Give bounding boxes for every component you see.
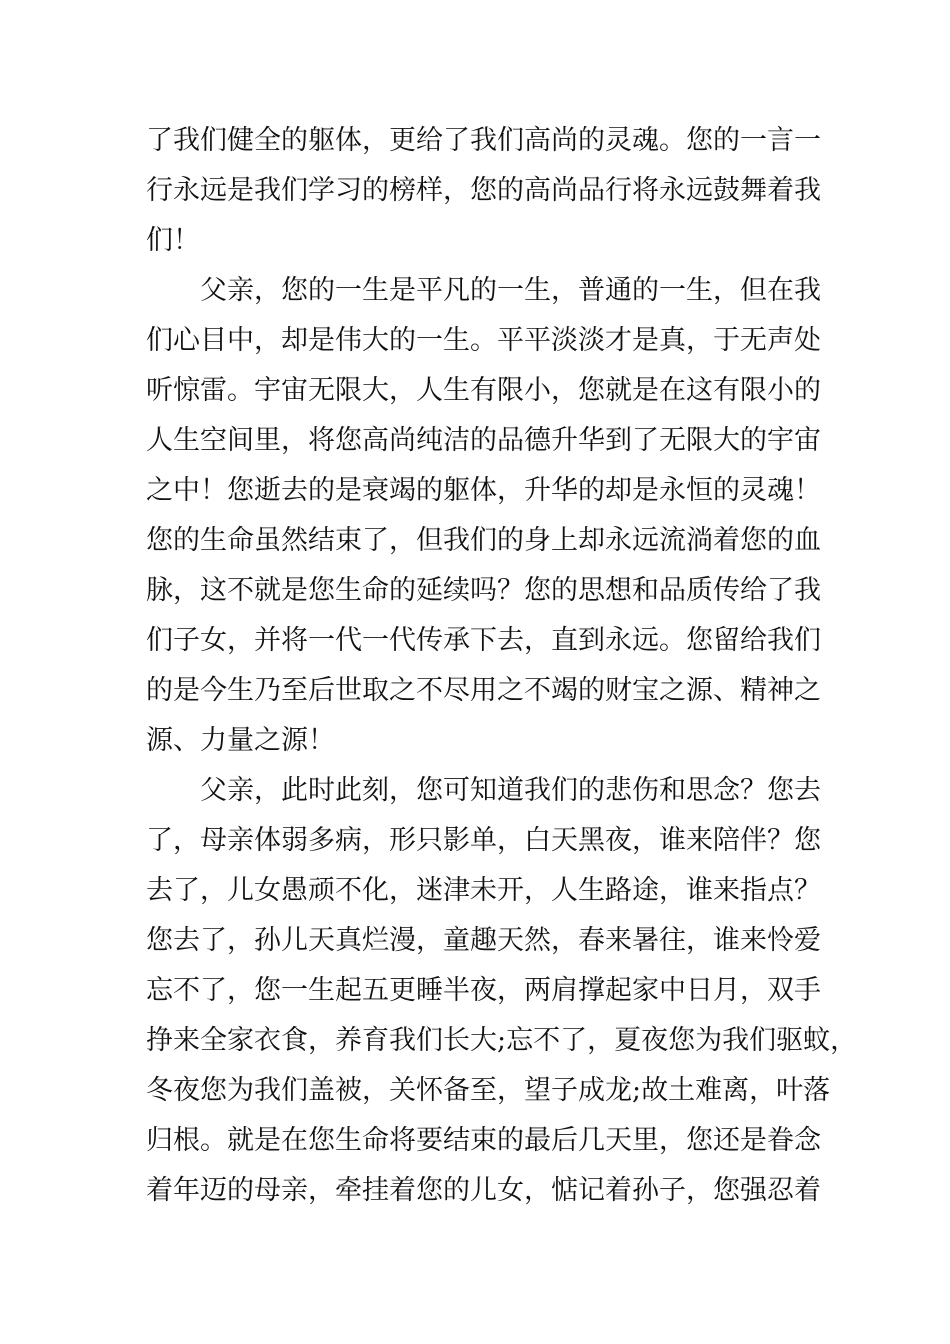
text-line: 的是今生乃至后世取之不尽用之不竭的财宝之源、精神之	[146, 675, 821, 706]
text-line: 行永远是我们学习的榜样，您的高尚品行将永远鼓舞着我	[146, 175, 821, 206]
text-line: 忘不了，您一生起五更睡半夜，两肩撑起家中日月，双手	[146, 975, 821, 1006]
text-line: 挣来全家衣食，养育我们长大;忘不了，夏夜您为我们驱蚊，	[146, 1025, 858, 1056]
body-text	[146, 116, 858, 1216]
text-line: 源、力量之源！	[146, 725, 335, 756]
text-line: 您去了，孙儿天真烂漫，童趣天然，春来暑往，谁来怜爱	[146, 925, 821, 956]
text-line: 们！	[146, 225, 200, 256]
text-line: 归根。就是在您生命将要结束的最后几天里，您还是眷念	[146, 1125, 821, 1156]
text-line: 了，母亲体弱多病，形只影单，白天黑夜，谁来陪伴？您	[146, 825, 821, 856]
paragraph-start-line: 父亲，此时此刻，您可知道我们的悲伤和思念？您去	[200, 775, 821, 806]
text-line: 着年迈的母亲，牵挂着您的儿女，惦记着孙子，您强忍着	[146, 1175, 821, 1206]
text-line: 们子女，并将一代一代传承下去，直到永远。您留给我们	[146, 625, 821, 656]
text-line: 去了，儿女愚顽不化，迷津未开，人生路途，谁来指点？	[146, 875, 821, 906]
text-line: 们心目中，却是伟大的一生。平平淡淡才是真，于无声处	[146, 325, 821, 356]
text-line: 脉，这不就是您生命的延续吗？您的思想和品质传给了我	[146, 575, 821, 606]
text-line: 人生空间里，将您高尚纯洁的品德升华到了无限大的宇宙	[146, 425, 821, 456]
paragraph-start-line: 父亲，您的一生是平凡的一生，普通的一生，但在我	[200, 275, 821, 306]
text-line: 听惊雷。宇宙无限大，人生有限小，您就是在这有限小的	[146, 375, 821, 406]
text-line: 冬夜您为我们盖被，关怀备至，望子成龙;故土难离，叶落	[146, 1075, 831, 1106]
text-line: 之中！您逝去的是衰竭的躯体，升华的却是永恒的灵魂！	[146, 475, 821, 506]
text-line: 了我们健全的躯体，更给了我们高尚的灵魂。您的一言一	[146, 125, 821, 156]
text-line: 您的生命虽然结束了，但我们的身上却永远流淌着您的血	[146, 525, 821, 556]
